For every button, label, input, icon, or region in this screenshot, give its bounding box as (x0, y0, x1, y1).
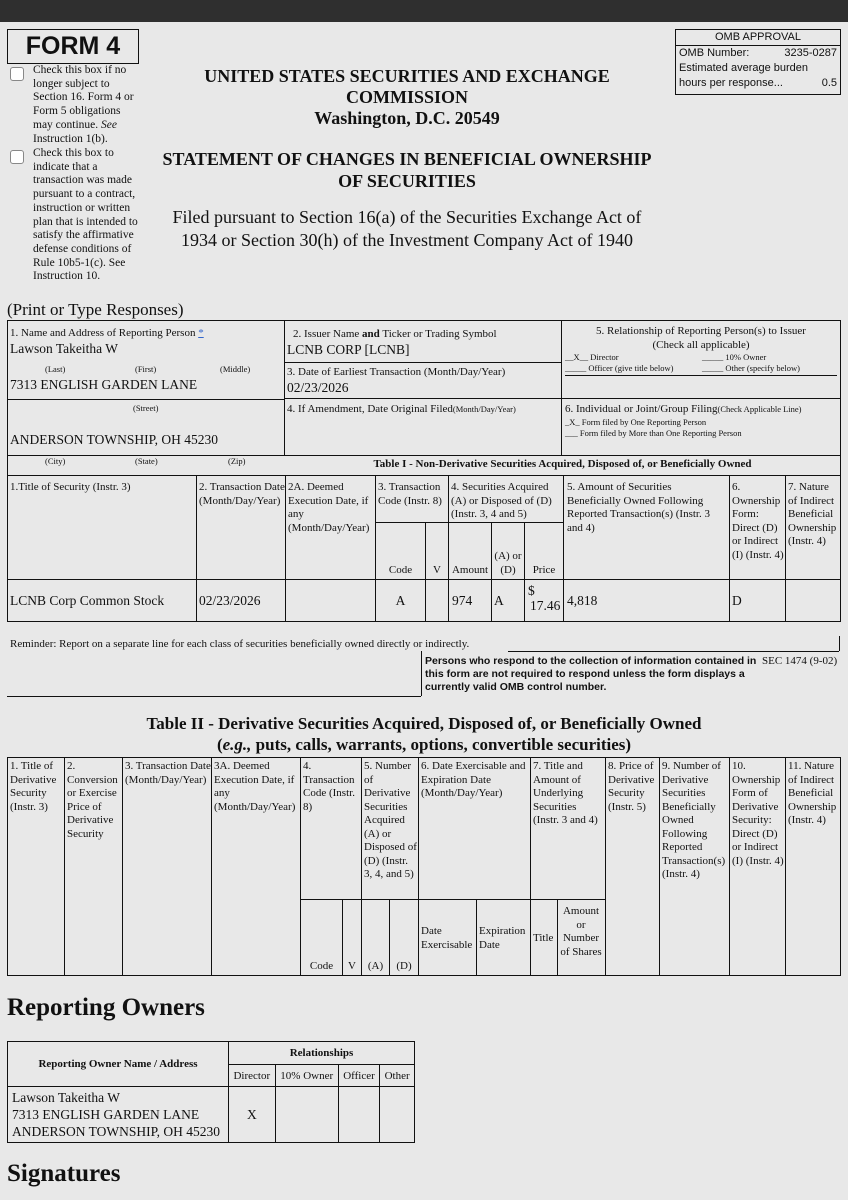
box4-label: 4. If Amendment, Date Original Filed(Month/Day/Year) (287, 403, 516, 415)
filed-pursuant: Filed pursuant to Section 16(a) of the Securities Exchange Act of 1934 or Section 30(h) of the Investment Company Act of 1940 (172, 207, 642, 250)
t1-row-amount: 974 (452, 593, 473, 608)
persons-notice: Persons who respond to the collection of information contained in this form are not required to respond unless the form displays a currently valid OMB control number. (425, 655, 757, 693)
t2-sub-d: (D) (396, 960, 412, 972)
reminder-text: Reminder: Report on a separate line for each class of securities beneficially owned directly or indirectly. (10, 638, 470, 650)
checkbox1-text: Check this box if no longer subject to Section 16. Form 4 or Form 5 obligations may continue. See Instruction 1(b). (33, 64, 134, 145)
omb-burden-label: Estimated average burden (679, 62, 809, 74)
no-longer-subject-checkbox[interactable] (10, 67, 24, 81)
signatures-heading: Signatures (7, 1160, 121, 1187)
t1-row-code: A (395, 593, 406, 608)
box5-label: 5. Relationship of Reporting Person(s) to Issuer (Check all applicable) (596, 325, 806, 351)
omb-hours-label: hours per response... (679, 77, 783, 89)
t2-h11: 11. Nature of Indirect Beneficial Ownership (Instr. 4) (788, 760, 837, 826)
t2-h3: 3. Transaction Date (Month/Day/Year) (125, 760, 211, 786)
city-label: (City) (45, 456, 66, 466)
ro-other-mark (380, 1087, 415, 1143)
more-persons-line: ___ Form filed by More than One Reporting Person (565, 428, 742, 438)
t2-h6: 6. Date Exercisable and Expiration Date (Month/Day/Year) (421, 760, 526, 799)
t1-h7: 7. Nature of Indirect Beneficial Ownership (Instr. 4) (788, 481, 837, 547)
t2-h10: 10. Ownership Form of Derivative Security: Direct (D) or Indirect (I) (Instr. 4) (732, 760, 784, 867)
t1-h6: 6. Ownership Form: Direct (D) or Indirect (I) (Instr. 4) (732, 481, 784, 561)
box1-label: 1. Name and Address of Reporting Person * (10, 327, 204, 339)
t1-h5: 5. Amount of Securities Beneficially Owned Following Reported Transaction(s) (Instr. 3 and 4) (567, 481, 710, 534)
t2-h7: 7. Title and Amount of Underlying Securities (Instr. 3 and 4) (533, 760, 598, 826)
last-label: (Last) (45, 364, 66, 374)
omb-number-label: OMB Number: (679, 47, 750, 59)
t2-h8: 8. Price of Derivative Security (Instr. 5) (608, 760, 655, 813)
omb-header: OMB APPROVAL (676, 30, 840, 46)
box3-label: 3. Date of Earliest Transaction (Month/Day/Year) (287, 366, 506, 378)
t1-sub-price: Price (532, 564, 556, 576)
reporting-owners-heading: Reporting Owners (7, 994, 205, 1021)
t1-h2a: 2A. Deemed Execution Date, if any (Month/Day/Year) (288, 481, 370, 534)
top-bar (0, 0, 848, 22)
earliest-transaction-date: 02/23/2026 (287, 380, 349, 395)
ro-owner-cell (8, 1087, 229, 1143)
ro-ten-mark (275, 1087, 338, 1143)
t1-h2: 2. Transaction Date (Month/Day/Year) (199, 481, 285, 507)
t1-h1: 1.Title of Security (Instr. 3) (10, 481, 131, 493)
sec-number: SEC 1474 (9-02) (762, 655, 838, 667)
t2-sub-a: (A) (367, 960, 384, 972)
t1-sub-code: Code (388, 564, 413, 576)
ro-col-other: Other (380, 1065, 415, 1087)
t1-row-price: $ 17.46 (528, 583, 561, 613)
t2-sub-expiration: Expiration Date (479, 925, 526, 951)
t1-row-owned: 4,818 (567, 593, 598, 608)
reporting-person-name: Lawson Takeitha W (10, 341, 119, 356)
t1-h4: 4. Securities Acquired (A) or Disposed of (D) (Instr. 3, 4 and 5) (451, 481, 552, 520)
form-label: FORM 4 (7, 29, 139, 64)
reporting-person-street: 7313 ENGLISH GARDEN LANE (10, 377, 198, 392)
checkbox2-text: Check this box to indicate that a transaction was made pursuant to a contract, instruction or written plan that is intended to satisfy the affirmative defense conditions of Rule 10b5-1(c). See Instruction 10. (33, 147, 138, 283)
street-label: (Street) (133, 403, 159, 413)
box6-label: 6. Individual or Joint/Group Filing(Check Applicable Line) (565, 403, 802, 415)
t2-h1: 1. Title of Derivative Security (Instr. 3) (10, 760, 57, 813)
t2-h2: 2. Conversion or Exercise Price of Derivative Security (67, 760, 118, 840)
ro-col-rel: Relationships (229, 1042, 415, 1065)
t2-sub-code: Code (309, 960, 334, 972)
t2-h3a: 3A. Deemed Execution Date, if any (Month/Day/Year) (214, 760, 296, 813)
agency-header: UNITED STATES SECURITIES AND EXCHANGE COMMISSION Washington, D.C. 20549 (204, 66, 610, 128)
box2-label: 2. Issuer Name and Ticker or Trading Symbol (293, 328, 497, 340)
t2-h4: 4. Transaction Code (Instr. 8) (303, 760, 355, 813)
t1-sub-amount: Amount (451, 564, 489, 576)
ro-col-officer: Officer (338, 1065, 379, 1087)
t2-sub-title: Title (533, 932, 554, 944)
t2-sub-v: V (348, 960, 356, 972)
ro-director-mark: X (229, 1087, 276, 1143)
t1-row-aord: A (494, 593, 504, 608)
rule-10b5-checkbox[interactable] (10, 150, 24, 164)
print-type: (Print or Type Responses) (7, 300, 184, 319)
t2-h9: 9. Number of Derivative Securities Beneficially Owned Following Reported Transaction(s) (Instr. 4) (662, 760, 726, 880)
issuer-name: LCNB CORP [LCNB] (287, 342, 410, 357)
director-checkline: __X__ Director (565, 352, 619, 362)
reporting-person-city: ANDERSON TOWNSHIP, OH 45230 (10, 432, 219, 447)
zip-label: (Zip) (228, 456, 246, 466)
ro-officer-mark (338, 1087, 379, 1143)
state-label: (State) (135, 456, 158, 466)
ro-col-director: Director (229, 1065, 276, 1087)
ro-owner-city: ANDERSON TOWNSHIP, OH 45230 (12, 1124, 221, 1139)
omb-number: 3235-0287 (784, 47, 837, 59)
t1-sub-v: V (433, 564, 441, 576)
table2-title: Table II - Derivative Securities Acquired, Disposed of, or Beneficially Owned (e.g., puts, calls, warrants, options, convertible securities) (146, 714, 702, 754)
t2-sub-amount: Amount or Number of Shares (560, 905, 602, 958)
reporting-owners-table (7, 1041, 415, 1143)
t1-h3: 3. Transaction Code (Instr. 8) (378, 481, 442, 507)
statement-title: STATEMENT OF CHANGES IN BENEFICIAL OWNERSHIP OF SECURITIES (162, 149, 652, 191)
middle-label: (Middle) (220, 364, 251, 374)
t1-row-date: 02/23/2026 (199, 593, 261, 608)
ro-col-name: Reporting Owner Name / Address (8, 1042, 229, 1087)
officer-checkline: _____ Officer (give title below) (565, 363, 674, 373)
ro-owner-name: Lawson Takeitha W (12, 1090, 121, 1105)
one-person-line: _X_ Form filed by One Reporting Person (565, 417, 707, 427)
first-label: (First) (135, 364, 157, 374)
t2-h5: 5. Number of Derivative Securities Acquired (A) or Disposed of (D) (Instr. 3, 4, and 5) (364, 760, 417, 880)
t1-row-form: D (732, 593, 742, 608)
t1-sub-aord: (A) or (D) (494, 550, 522, 576)
omb-hours: 0.5 (821, 77, 837, 89)
other-checkline: _____ Other (specify below) (702, 363, 800, 373)
t1-row-security: LCNB Corp Common Stock (10, 593, 165, 608)
t2-sub-date-exercisable: Date Exercisable (421, 925, 473, 951)
table1-title: Table I - Non-Derivative Securities Acquired, Disposed of, or Beneficially Owned (373, 458, 752, 470)
omb-approval-box (675, 29, 841, 95)
ten-percent-checkline: _____ 10% Owner (702, 352, 767, 362)
ro-col-ten: 10% Owner (275, 1065, 338, 1087)
ro-owner-street: 7313 ENGLISH GARDEN LANE (12, 1107, 200, 1122)
